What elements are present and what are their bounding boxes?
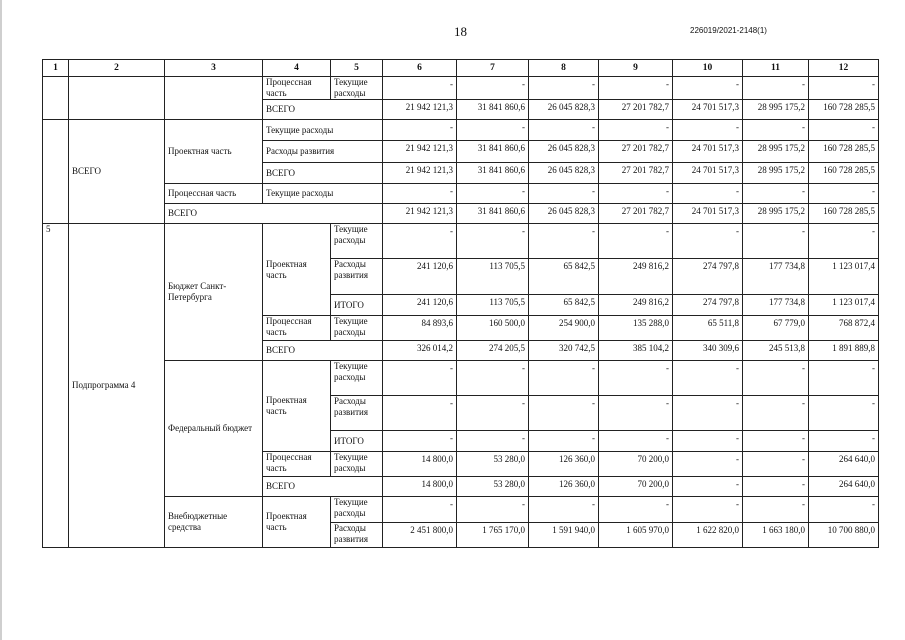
value-cell: 254 900,0: [529, 316, 599, 341]
value-cell: 31 841 860,6: [457, 163, 529, 184]
value-cell: -: [673, 184, 743, 204]
value-cell: -: [529, 396, 599, 431]
value-cell: -: [743, 224, 809, 259]
value-cell: 67 779,0: [743, 316, 809, 341]
value-cell: 126 360,0: [529, 452, 599, 477]
value-cell: 24 701 517,3: [673, 163, 743, 184]
document-id: 226019/2021-2148(1): [690, 26, 767, 35]
value-cell: 241 120,6: [383, 295, 457, 316]
row-label: ВСЕГО: [263, 341, 383, 361]
value-cell: 160 728 285,5: [809, 204, 879, 224]
row-label: ВСЕГО: [165, 204, 383, 224]
table-row: [43, 361, 879, 396]
col-header: 4: [263, 60, 331, 77]
value-cell: 160 500,0: [457, 316, 529, 341]
row-label: Процессная часть: [263, 316, 331, 341]
header-row: [43, 60, 879, 77]
value-cell: 1 605 970,0: [599, 523, 673, 548]
row-label: ВСЕГО: [263, 477, 383, 497]
value-cell: -: [809, 224, 879, 259]
value-cell: -: [457, 184, 529, 204]
value-cell: -: [599, 431, 673, 452]
value-cell: -: [599, 497, 673, 523]
value-cell: 274 797,8: [673, 295, 743, 316]
value-cell: 274 797,8: [673, 259, 743, 295]
value-cell: -: [809, 361, 879, 396]
value-cell: -: [383, 184, 457, 204]
value-cell: -: [599, 120, 673, 141]
value-cell: -: [673, 396, 743, 431]
value-cell: -: [673, 431, 743, 452]
value-cell: 28 995 175,2: [743, 100, 809, 120]
col-header: 9: [599, 60, 673, 77]
source-label: Бюджет Санкт-Петербурга: [165, 224, 263, 361]
value-cell: -: [743, 361, 809, 396]
value-cell: 1 123 017,4: [809, 295, 879, 316]
scan-edge: [0, 0, 2, 640]
value-cell: -: [529, 184, 599, 204]
value-cell: 70 200,0: [599, 452, 673, 477]
value-cell: -: [457, 224, 529, 259]
subprogram-label: Подпрограмма 4: [69, 224, 165, 548]
value-cell: -: [383, 431, 457, 452]
value-cell: 135 288,0: [599, 316, 673, 341]
value-cell: 26 045 828,3: [529, 100, 599, 120]
row-label: Текущие расходы: [331, 224, 383, 259]
value-cell: 264 640,0: [809, 452, 879, 477]
value-cell: 160 728 285,5: [809, 141, 879, 163]
value-cell: 385 104,2: [599, 341, 673, 361]
row-label: Процессная часть: [263, 77, 331, 100]
value-cell: 27 201 782,7: [599, 141, 673, 163]
value-cell: 53 280,0: [457, 477, 529, 497]
col-header: 12: [809, 60, 879, 77]
value-cell: -: [743, 396, 809, 431]
value-cell: 31 841 860,6: [457, 141, 529, 163]
value-cell: -: [743, 477, 809, 497]
value-cell: -: [673, 224, 743, 259]
value-cell: -: [673, 361, 743, 396]
value-cell: 10 700 880,0: [809, 523, 879, 548]
row-label: Расходы развития: [263, 141, 383, 163]
value-cell: -: [809, 431, 879, 452]
value-cell: -: [457, 431, 529, 452]
budget-table: [42, 59, 879, 548]
row-label: Проектная часть: [263, 224, 331, 316]
value-cell: 126 360,0: [529, 477, 599, 497]
value-cell: 26 045 828,3: [529, 141, 599, 163]
col-header: 10: [673, 60, 743, 77]
value-cell: 274 205,5: [457, 341, 529, 361]
value-cell: 160 728 285,5: [809, 100, 879, 120]
value-cell: 21 942 121,3: [383, 100, 457, 120]
value-cell: 326 014,2: [383, 341, 457, 361]
value-cell: 320 742,5: [529, 341, 599, 361]
group-label-total: ВСЕГО: [69, 120, 165, 224]
value-cell: -: [673, 120, 743, 141]
value-cell: 177 734,8: [743, 295, 809, 316]
row-label: Проектная часть: [263, 361, 331, 452]
value-cell: 65 842,5: [529, 295, 599, 316]
table-row: [43, 77, 879, 100]
value-cell: -: [599, 77, 673, 100]
value-cell: 26 045 828,3: [529, 163, 599, 184]
row-label: Проектная часть: [263, 497, 331, 548]
row-label: ВСЕГО: [263, 100, 383, 120]
value-cell: -: [809, 184, 879, 204]
col-header: 3: [165, 60, 263, 77]
value-cell: -: [809, 497, 879, 523]
value-cell: -: [383, 77, 457, 100]
row-label: Процессная часть: [165, 184, 263, 204]
value-cell: 31 841 860,6: [457, 204, 529, 224]
value-cell: 24 701 517,3: [673, 141, 743, 163]
value-cell: 27 201 782,7: [599, 204, 673, 224]
value-cell: 14 800,0: [383, 452, 457, 477]
value-cell: -: [673, 497, 743, 523]
row-label: Текущие расходы: [331, 497, 383, 523]
value-cell: -: [383, 120, 457, 141]
row-label: Текущие расходы: [263, 120, 383, 141]
page-number: 18: [454, 24, 467, 39]
value-cell: -: [529, 497, 599, 523]
value-cell: -: [809, 120, 879, 141]
source-label: Федеральный бюджет: [165, 361, 263, 497]
value-cell: 70 200,0: [599, 477, 673, 497]
value-cell: -: [743, 120, 809, 141]
value-cell: 113 705,5: [457, 259, 529, 295]
value-cell: 26 045 828,3: [529, 204, 599, 224]
col-header: 5: [331, 60, 383, 77]
col-header: 7: [457, 60, 529, 77]
value-cell: -: [673, 452, 743, 477]
row-label: Текущие расходы: [331, 77, 383, 100]
cell-empty: [43, 120, 69, 224]
row-label: Расходы развития: [331, 259, 383, 295]
value-cell: 28 995 175,2: [743, 204, 809, 224]
value-cell: -: [457, 120, 529, 141]
value-cell: -: [673, 77, 743, 100]
table-row: [43, 224, 879, 259]
value-cell: 245 513,8: [743, 341, 809, 361]
col-header: 6: [383, 60, 457, 77]
value-cell: 177 734,8: [743, 259, 809, 295]
row-label: Текущие расходы: [331, 361, 383, 396]
table-row: [43, 120, 879, 141]
value-cell: -: [383, 396, 457, 431]
value-cell: 21 942 121,3: [383, 141, 457, 163]
value-cell: 24 701 517,3: [673, 100, 743, 120]
value-cell: 28 995 175,2: [743, 163, 809, 184]
value-cell: -: [743, 77, 809, 100]
value-cell: 2 451 800,0: [383, 523, 457, 548]
cell-empty: [43, 77, 69, 120]
value-cell: -: [383, 497, 457, 523]
value-cell: 1 891 889,8: [809, 341, 879, 361]
value-cell: -: [599, 184, 673, 204]
value-cell: -: [809, 396, 879, 431]
value-cell: -: [743, 452, 809, 477]
value-cell: 249 816,2: [599, 295, 673, 316]
value-cell: 1 622 820,0: [673, 523, 743, 548]
row-label: ИТОГО: [331, 431, 383, 452]
table-row: [43, 204, 879, 224]
value-cell: 27 201 782,7: [599, 163, 673, 184]
cell-empty: [69, 77, 165, 120]
value-cell: 28 995 175,2: [743, 141, 809, 163]
value-cell: -: [457, 497, 529, 523]
value-cell: 1 591 940,0: [529, 523, 599, 548]
value-cell: -: [529, 120, 599, 141]
row-label: ВСЕГО: [263, 163, 383, 184]
value-cell: 21 942 121,3: [383, 163, 457, 184]
value-cell: -: [383, 224, 457, 259]
value-cell: -: [599, 224, 673, 259]
value-cell: 1 123 017,4: [809, 259, 879, 295]
col-header: 8: [529, 60, 599, 77]
source-label: Внебюджетные средства: [165, 497, 263, 548]
value-cell: -: [383, 361, 457, 396]
table-row: [43, 497, 879, 523]
value-cell: -: [457, 361, 529, 396]
value-cell: 340 309,6: [673, 341, 743, 361]
value-cell: 27 201 782,7: [599, 100, 673, 120]
value-cell: -: [673, 477, 743, 497]
value-cell: -: [457, 77, 529, 100]
row-number: 5: [43, 224, 69, 548]
value-cell: -: [529, 77, 599, 100]
value-cell: 160 728 285,5: [809, 163, 879, 184]
col-header: 11: [743, 60, 809, 77]
value-cell: 65 511,8: [673, 316, 743, 341]
cell-empty: [165, 77, 263, 120]
value-cell: -: [743, 431, 809, 452]
col-header: 1: [43, 60, 69, 77]
value-cell: 1 765 170,0: [457, 523, 529, 548]
row-label: ИТОГО: [331, 295, 383, 316]
value-cell: 768 872,4: [809, 316, 879, 341]
row-label: Расходы развития: [331, 523, 383, 548]
table-row: [43, 184, 879, 204]
value-cell: 241 120,6: [383, 259, 457, 295]
value-cell: -: [529, 431, 599, 452]
value-cell: 21 942 121,3: [383, 204, 457, 224]
row-label: Текущие расходы: [263, 184, 383, 204]
value-cell: 14 800,0: [383, 477, 457, 497]
value-cell: -: [529, 224, 599, 259]
value-cell: -: [457, 396, 529, 431]
value-cell: -: [599, 361, 673, 396]
value-cell: 264 640,0: [809, 477, 879, 497]
value-cell: 113 705,5: [457, 295, 529, 316]
value-cell: -: [743, 497, 809, 523]
row-label: Текущие расходы: [331, 452, 383, 477]
value-cell: -: [529, 361, 599, 396]
value-cell: -: [599, 396, 673, 431]
value-cell: 84 893,6: [383, 316, 457, 341]
value-cell: 65 842,5: [529, 259, 599, 295]
value-cell: 249 816,2: [599, 259, 673, 295]
col-header: 2: [69, 60, 165, 77]
value-cell: 53 280,0: [457, 452, 529, 477]
value-cell: -: [809, 77, 879, 100]
value-cell: 31 841 860,6: [457, 100, 529, 120]
row-label: Проектная часть: [165, 120, 263, 184]
value-cell: -: [743, 184, 809, 204]
row-label: Расходы развития: [331, 396, 383, 431]
value-cell: 24 701 517,3: [673, 204, 743, 224]
row-label: Процессная часть: [263, 452, 331, 477]
row-label: Текущие расходы: [331, 316, 383, 341]
value-cell: 1 663 180,0: [743, 523, 809, 548]
